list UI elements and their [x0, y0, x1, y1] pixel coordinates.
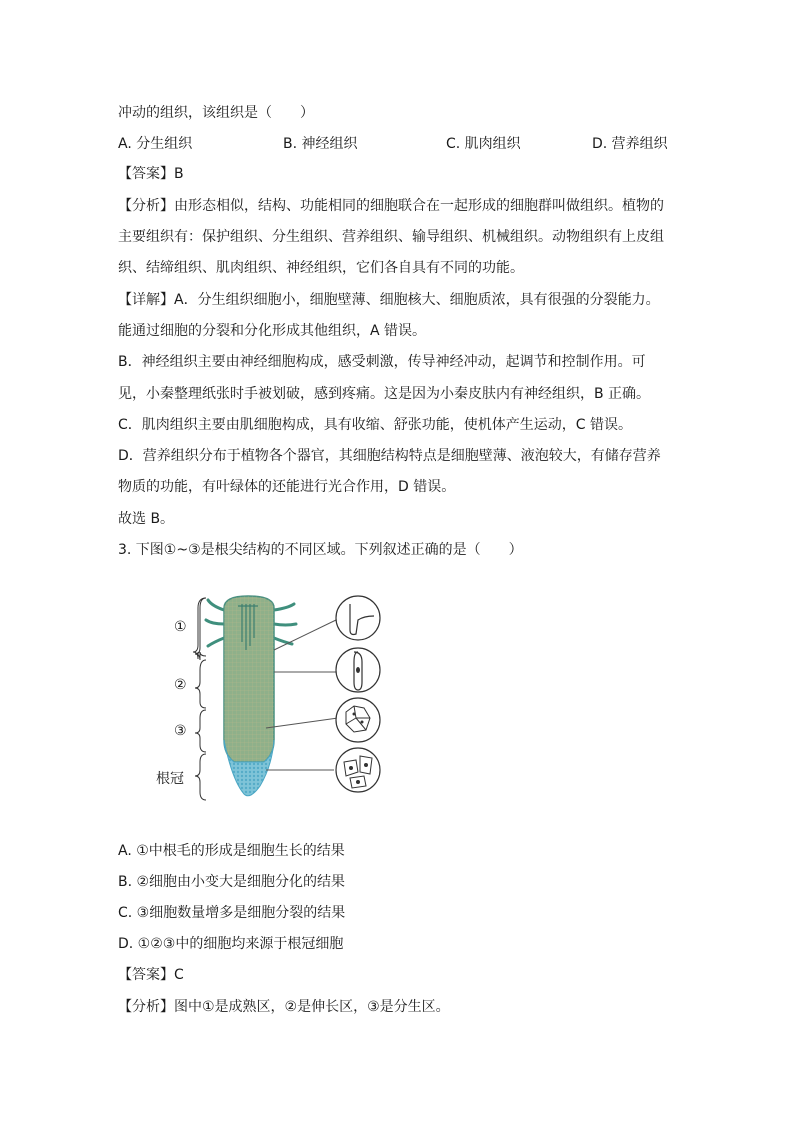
q2-analysis-line-3: 织、结缔组织、肌肉组织、神经组织，它们各自具有不同的功能。 [118, 260, 524, 276]
q2-option-a: A. 分生组织 [118, 136, 193, 152]
q2-detail-line-1: 【详解】A．分生组织细胞小，细胞壁薄、细胞核大、细胞质浓，具有很强的分裂能力。 [118, 292, 660, 308]
q2-conclusion: 故选 B。 [118, 511, 175, 527]
q2-analysis-line-2: 主要组织有：保护组织、分生组织、营养组织、输导组织、机械组织。动物组织有上皮组 [118, 229, 664, 245]
label-maturation-zone: ① [174, 619, 187, 635]
detail-elongation-cell [336, 648, 380, 692]
label-meristem-zone: ③ [174, 723, 187, 739]
q3-option-b: B. ②细胞由小变大是细胞分化的结果 [118, 874, 346, 890]
q2-detail-line-3: B．神经组织主要由神经细胞构成，感受刺激，传导神经冲动，起调节和控制作用。可 [118, 354, 646, 370]
q3-option-a: A. ①中根毛的形成是细胞生长的结果 [118, 843, 345, 859]
q2-detail-line-6: D．营养组织分布于植物各个器官，其细胞结构特点是细胞壁薄、液泡较大，有储存营养 [118, 448, 661, 464]
q2-detail-line-5: C．肌肉组织主要由肌细胞构成，具有收缩、舒张功能，使机体产生运动，C 错误。 [118, 417, 632, 433]
detail-meristem-cells [336, 698, 380, 742]
q2-option-c: C. 肌肉组织 [446, 136, 521, 152]
q2-analysis-line-1: 【分析】由形态相似，结构、功能相同的细胞联合在一起形成的细胞群叫做组织。植物的 [118, 198, 664, 214]
q2-detail-line-2: 能通过细胞的分裂和分化形成其他组织，A 错误。 [118, 323, 427, 339]
q2-detail-line-7: 物质的功能，有叶绿体的还能进行光合作用，D 错误。 [118, 479, 456, 495]
q3-analysis: 【分析】图中①是成熟区，②是伸长区，③是分生区。 [118, 999, 450, 1015]
q3-option-c: C. ③细胞数量增多是细胞分裂的结果 [118, 905, 346, 921]
detail-root-hair-cell [336, 596, 380, 640]
root-tip-figure [156, 590, 398, 805]
q2-detail-line-4: 见，小秦整理纸张时手被划破，感到疼痛。这是因为小秦皮肤内有神经组织，B 正确。 [118, 386, 651, 402]
q3-answer: 【答案】C [118, 967, 184, 983]
q2-stem-tail: 冲动的组织，该组织是（ ） [118, 105, 314, 121]
q2-option-d: D. 营养组织 [592, 136, 668, 152]
root-tip-diagram [168, 590, 398, 805]
leader-lines [266, 620, 338, 770]
q2-answer: 【答案】B [118, 166, 184, 182]
q2-option-b: B. 神经组织 [283, 136, 358, 152]
q3-option-d: D. ①②③中的细胞均来源于根冠细胞 [118, 936, 344, 952]
label-root-cap: 根冠 [156, 771, 184, 787]
label-elongation-zone: ② [174, 677, 187, 693]
q3-stem: 3. 下图①~③是根尖结构的不同区域。下列叙述正确的是（ ） [118, 542, 523, 558]
detail-root-cap-cells [336, 748, 380, 792]
region-braces [193, 598, 206, 800]
